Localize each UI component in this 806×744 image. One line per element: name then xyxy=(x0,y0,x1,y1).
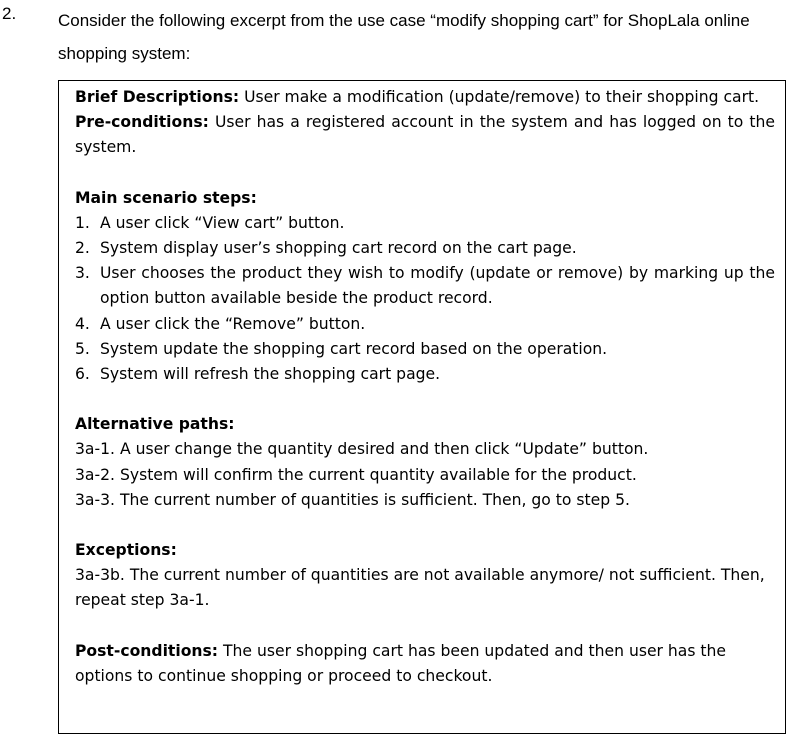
step-text: A user click the “Remove” button. xyxy=(100,314,366,333)
scenario-step xyxy=(75,362,775,387)
alternative-path-item: 3a-3. The current number of quantities is sufficient. Then, go to step 5. xyxy=(75,490,630,509)
brief-description xyxy=(75,85,775,110)
step-number: 5. xyxy=(75,339,90,358)
step-number: 2. xyxy=(75,239,90,258)
scenario-step xyxy=(75,236,775,261)
scenario-step xyxy=(75,337,775,362)
scenario-step xyxy=(75,211,775,236)
brief-description-label: Brief Descriptions: xyxy=(75,88,240,106)
postconditions-text: The user shopping cart has been updated and then user has the options to continue shopping or proceed to checkout. xyxy=(75,641,727,685)
scenario-step xyxy=(75,261,775,311)
step-text: System will refresh the shopping cart page. xyxy=(100,365,441,384)
exceptions-text: 3a-3b. The current number of quantities are not available anymore/ not sufficient. Then, repeat step 3a-1. xyxy=(75,566,765,610)
step-text: System display user’s shopping cart record on the cart page. xyxy=(100,239,577,258)
step-number: 4. xyxy=(75,314,90,333)
main-scenario-heading: Main scenario steps: xyxy=(75,188,257,207)
alternative-path-item: 3a-1. A user change the quantity desired and then click “Update” button. xyxy=(75,440,649,459)
use-case-box xyxy=(58,80,786,734)
step-number: 1. xyxy=(75,213,90,232)
question-number: 2. xyxy=(2,4,17,23)
preconditions-text: User has a registered account in the system and has logged on to the system. xyxy=(75,113,775,157)
preconditions xyxy=(75,110,775,160)
preconditions-label: Pre-conditions: xyxy=(75,113,209,132)
step-text: System update the shopping cart record based on the operation. xyxy=(100,339,608,358)
step-text: A user click “View cart” button. xyxy=(100,213,345,232)
step-number: 6. xyxy=(75,365,90,384)
exceptions-heading: Exceptions: xyxy=(75,541,177,560)
postconditions-label: Post-conditions: xyxy=(75,641,219,660)
alternative-paths-heading: Alternative paths: xyxy=(75,415,235,434)
alternative-path-item: 3a-2. System will confirm the current quantity available for the product. xyxy=(75,465,637,484)
brief-description-text: User make a modification (update/remove) to their shopping cart. xyxy=(244,88,760,106)
postconditions xyxy=(75,639,775,689)
step-text: User chooses the product they wish to modify (update or remove) by marking up the option button available beside the product record. xyxy=(100,264,775,308)
question-prompt: Consider the following excerpt from the use case “modify shopping cart” for ShopLala online shopping system: xyxy=(58,11,750,63)
main-scenario-steps xyxy=(75,211,775,387)
step-number: 3. xyxy=(75,264,90,283)
scenario-step xyxy=(75,312,775,337)
